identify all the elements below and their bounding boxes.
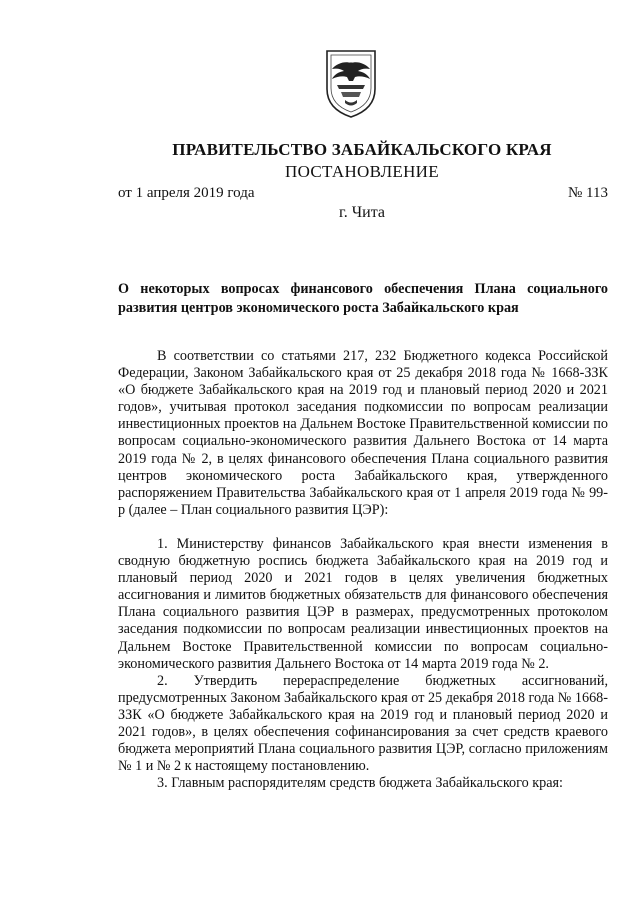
document-type: ПОСТАНОВЛЕНИЕ <box>285 162 439 181</box>
document-subject: О некоторых вопросах финансового обеспечения Плана социального развития центров экономического роста Забайкальского края <box>118 281 608 316</box>
item-1-paragraph: 1. Министерству финансов Забайкальского края внести изменения в сводную бюджетную роспись бюджета Забайкальского края на 2019 год и плановый период 2020 и 2021 годов в целях увеличения бюджетных ассигнования и лимитов бюджетных обязательств для финансового обеспечения Плана социального развития ЦЭР в размерах, предусмотренных протоколом заседания подкомиссии по вопросам реализации инвестиционных проектов на Дальнем Востоке Правительственной комиссии по вопросам социально-экономического развития Дальнего Востока от 14 марта 2019 года № 2. <box>118 535 608 672</box>
government-title: ПРАВИТЕЛЬСТВО ЗАБАЙКАЛЬСКОГО КРАЯ <box>172 140 552 159</box>
document-city: г. Чита <box>338 204 385 221</box>
item-2-paragraph: 2. Утвердить перераспределение бюджетных ассигнований, предусмотренных Законом Забайкальского края от 25 декабря 2018 года № 1668-ЗЗК «О бюджете Забайкальского края на 2019 год и плановый период 2020 и 2021 годов», в целях обеспечения софинансирования за счет средств краевого бюджета мероприятий Плана социального развития ЦЭР, согласно приложениям № 1 и № 2 к настоящему постановлению. <box>118 672 608 775</box>
item-3-paragraph: 3. Главным распорядителям средств бюджета Забайкальского края: <box>157 775 563 792</box>
preamble-paragraph: В соответствии со статьями 217, 232 Бюджетного кодекса Российской Федерации, Законом Забайкальского края от 25 декабря 2018 года № 1668-ЗЗК «О бюджете Забайкальского края на 2019 год и плановый период 2020 и 2021 годов», учитывая протокол заседания подкомиссии по вопросам реализации инвестиционных проектов на Дальнем Востоке Правительственной комиссии по вопросам социально-экономического развития Дальнего Востока от 14 марта 2019 года № 2, в целях финансового обеспечения Плана социального развития центров экономического роста Забайкальского края, утвержденного распоряжением Правительства Забайкальского края от 1 апреля 2019 года № 99-р (далее – План социального развития ЦЭР): <box>118 348 608 518</box>
coat-of-arms-emblem <box>323 45 379 119</box>
document-number: № 113 <box>567 185 608 201</box>
document-date: от 1 апреля 2019 года <box>118 185 255 201</box>
document-body <box>118 348 608 792</box>
